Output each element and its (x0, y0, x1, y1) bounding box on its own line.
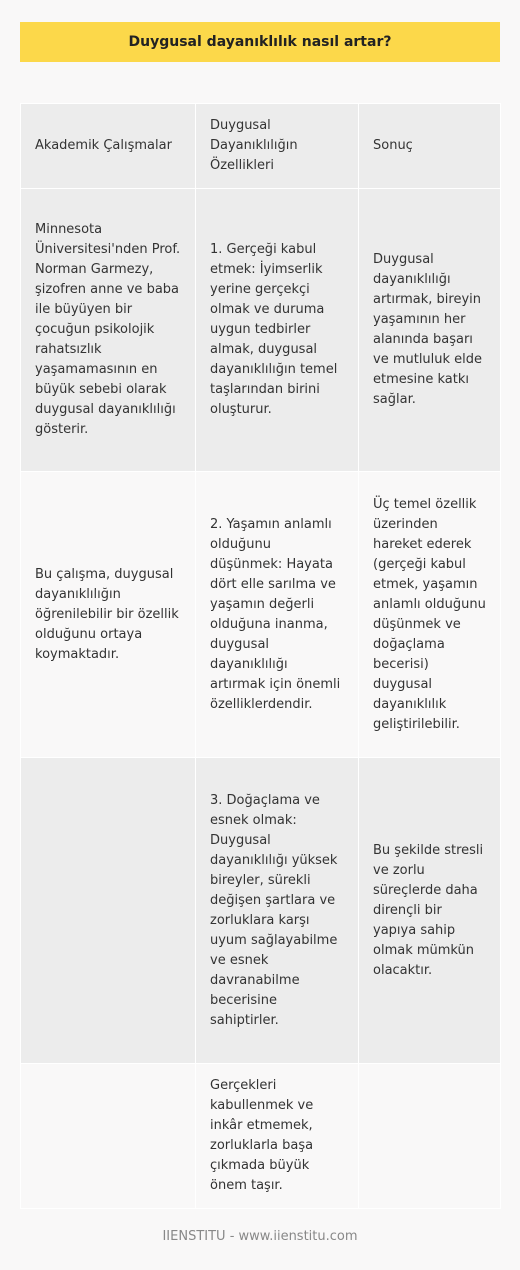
table-row (21, 189, 501, 472)
footer-credit: IIENSTITU - www.iienstitu.com (162, 1229, 358, 1244)
table-cell: 1. Gerçeği kabul etmek: İyimserlik yerine gerçekçi olmak ve duruma uygun tedbirler almak, duygusal dayanıklılığın temel taşlarından birini oluşturur. (196, 189, 359, 472)
table-cell: 3. Doğaçlama ve esnek olmak: Duygusal dayanıklılığı yüksek bireyler, sürekli değişen şartlara ve zorluklara karşı uyum sağlayabilme ve esnek davranabilme becerisine sahiptirler. (196, 758, 359, 1064)
table-cell: Minnesota Üniversitesi'nden Prof. Norman Garmezy, şizofren anne ve baba ile büyüyen bir çocuğun psikolojik rahatsızlık yaşamamasının en büyük sebebi olarak duygusal dayanıklılığı gösterir. (21, 189, 196, 472)
content-table (20, 103, 501, 1209)
table-cell: Bu çalışma, duygusal dayanıklılığın öğrenilebilir bir özellik olduğunu ortaya koymaktadır. (21, 472, 196, 758)
table-cell: 2. Yaşamın anlamlı olduğunu düşünmek: Hayata dört elle sarılma ve yaşamın değerli olduğuna inanma, duygusal dayanıklılığı artırmak için önemli özelliklerdendir. (196, 472, 359, 758)
header-cell-academic-studies: Akademik Çalışmalar (21, 104, 196, 189)
table-cell: Gerçekleri kabullenmek ve inkâr etmemek, zorluklarla başa çıkmada büyük önem taşır. (196, 1064, 359, 1209)
table-row (21, 472, 501, 758)
table-header-row (21, 104, 501, 189)
table-cell-empty (21, 1064, 196, 1209)
header-cell-resilience-features: Duygusal Dayanıklılığın Özellikleri (196, 104, 359, 189)
header-cell-result: Sonuç (359, 104, 501, 189)
table-row (21, 1064, 501, 1209)
page-title: Duygusal dayanıklılık nasıl artar? (128, 34, 392, 50)
title-banner (20, 22, 500, 62)
table-cell-empty (359, 1064, 501, 1209)
table-cell: Üç temel özellik üzerinden hareket ederek (gerçeği kabul etmek, yaşamın anlamlı olduğunu düşünmek ve doğaçlama becerisi) duygusal dayanıklılık geliştirilebilir. (359, 472, 501, 758)
table-cell: Duygusal dayanıklılığı artırmak, bireyin yaşamının her alanında başarı ve mutluluk elde etmesine katkı sağlar. (359, 189, 501, 472)
table-cell-empty (21, 758, 196, 1064)
table-row (21, 758, 501, 1064)
table-cell: Bu şekilde stresli ve zorlu süreçlerde daha dirençli bir yapıya sahip olmak mümkün olacaktır. (359, 758, 501, 1064)
